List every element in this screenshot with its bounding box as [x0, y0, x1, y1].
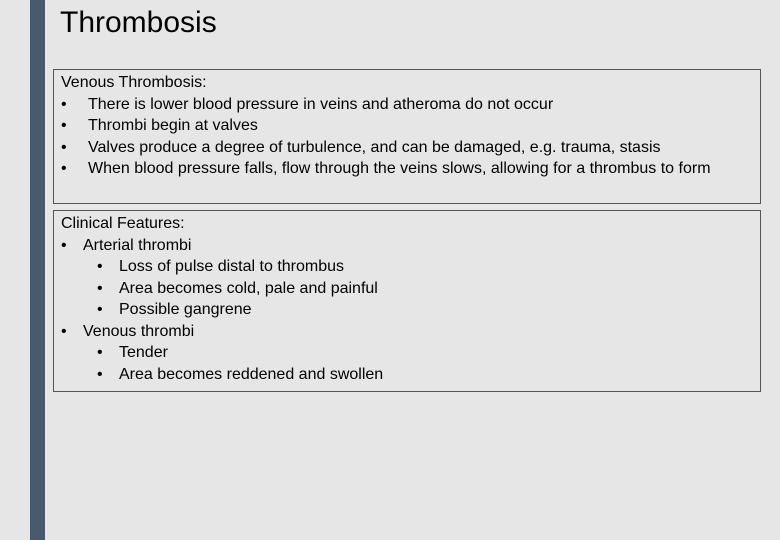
arterial-item: [97, 256, 754, 278]
venous-item: • Valves produce a degree of turbulence, and can be damaged, e.g. trauma, stasis: [61, 137, 754, 159]
venous-item: • There is lower blood pressure in veins and atheroma do not occur: [61, 94, 754, 116]
clinical-group-label: Venous thrombi: [83, 322, 195, 340]
venous-thrombosis-box: [53, 69, 761, 204]
arterial-item: [97, 278, 754, 300]
arterial-item-text: • Possible gangrene: [119, 301, 252, 318]
arterial-sub-list: [83, 256, 754, 321]
venous-item: • When blood pressure falls, flow through the veins slows, allowing for a thrombus to form: [61, 158, 754, 180]
clinical-group-label: Arterial thrombi: [83, 236, 192, 254]
venous-sub-list: [83, 342, 754, 385]
arterial-item: [97, 299, 754, 321]
slide-title: Thrombosis: [60, 6, 217, 39]
clinical-heading: Clinical Features:: [61, 215, 185, 232]
side-accent-bar: [30, 0, 45, 540]
arterial-item-text: • Loss of pulse distal to thrombus: [119, 258, 345, 275]
venous-thrombi-item: [97, 342, 754, 364]
venous-heading: Venous Thrombosis:: [61, 74, 207, 91]
venous-thrombi-item-text: • Tender: [119, 344, 168, 361]
venous-thrombi-item: [97, 364, 754, 386]
arterial-item-text: • Area becomes cold, pale and painful: [119, 279, 378, 297]
clinical-group-arterial: [61, 235, 754, 321]
venous-item: • Thrombi begin at valves: [61, 115, 754, 137]
venous-list: [61, 94, 754, 180]
venous-thrombi-item-text: • Area becomes reddened and swollen: [119, 365, 384, 383]
clinical-group-venous: [61, 321, 754, 386]
clinical-features-box: [53, 210, 761, 392]
clinical-list: [61, 235, 754, 386]
